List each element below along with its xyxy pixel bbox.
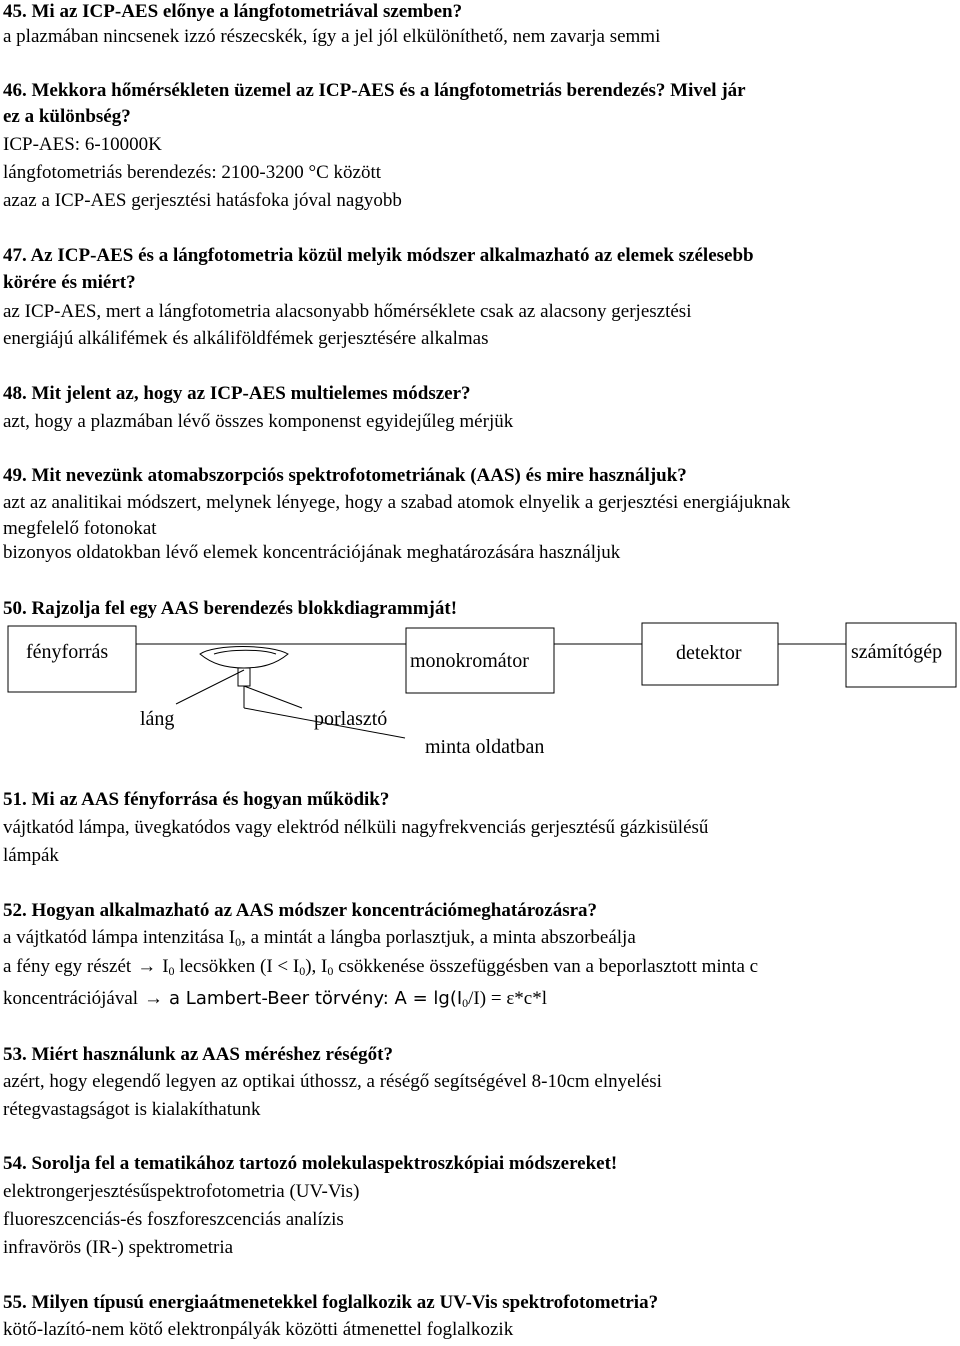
question-55: 55. Milyen típusú energiaátmenetekkel foglalkozik az UV-Vis spektrofotometria? (3, 1292, 659, 1313)
subscript: 0 (462, 996, 469, 1010)
formula-text: /I) = (468, 988, 507, 1009)
question-47-line-1: 47. Az ICP-AES és a lángfotometria közül melyik módszer alkalmazható az elemek szélesebb (3, 245, 754, 266)
question-45: 45. Mi az ICP-AES előnye a lángfotometriával szemben? (3, 1, 463, 22)
answer-46-line-3: azaz a ICP-AES gerjesztési hatásfoka jóval nagyobb (3, 190, 402, 211)
answer-52-l2-text: a fény egy részét (3, 956, 132, 977)
question-52: 52. Hogyan alkalmazható az AAS módszer koncentrációmeghatározásra? (3, 900, 598, 921)
detector-label: detektor (676, 642, 742, 664)
question-50: 50. Rajzolja fel egy AAS berendezés blokkdiagrammját! (3, 598, 458, 619)
answer-53-line-2: rétegvastagságot is kialakíthatunk (3, 1099, 261, 1120)
answer-48: azt, hogy a plazmában lévő összes komponenst egyidejűleg mérjük (3, 411, 514, 432)
answer-47-line-2: energiájú alkálifémek és alkáliföldfémek gerjesztésére alkalmas (3, 328, 489, 349)
answer-52-l2-text-2: lecsökken (I < I (174, 956, 300, 977)
atomizer-pointer (244, 686, 302, 708)
burner-head (200, 647, 288, 669)
right-arrow-icon: → (137, 956, 157, 977)
answer-52-line-2 (3, 956, 758, 978)
epsilon-symbol: ε (506, 988, 515, 1009)
answer-53-line-1: azért, hogy elegendő legyen az optikai úthossz, a réségő segítségével 8-10cm elnyelési (3, 1071, 662, 1092)
question-53: 53. Miért használunk az AAS méréshez réségőt? (3, 1044, 393, 1065)
subscript: 0 (235, 935, 242, 949)
answer-52-l1-text: a vájtkatód lámpa intenzitása I (3, 927, 236, 948)
answer-49-line-3: bizonyos oldatokban lévő elemek koncentrációjának meghatározására használjuk (3, 542, 621, 563)
question-48: 48. Mit jelent az, hogy az ICP-AES multielemes módszer? (3, 383, 471, 404)
question-46-line-1: 46. Mekkora hőmérsékleten üzemel az ICP-AES és a lángfotometriás berendezés? Mivel jár (3, 80, 746, 101)
answer-45: a plazmában nincsenek izzó részecskék, így a jel jól elkülöníthető, nem zavarja semmi (3, 26, 661, 47)
answer-52-l1-text-2: , a mintát a lángba porlasztjuk, a minta abszorbeálja (241, 927, 636, 948)
flame-shape (214, 650, 276, 654)
answer-51-line-1: vájtkatód lámpa, üvegkatódos vagy elektród nélküli nagyfrekvenciás gerjesztésű gázkisülésű (3, 817, 709, 838)
question-51: 51. Mi az AAS fényforrása és hogyan működik? (3, 789, 390, 810)
intensity-symbol: I (162, 956, 169, 977)
answer-46-line-1: ICP-AES: 6-10000K (3, 134, 162, 155)
question-46-line-2: ez a különbség? (3, 106, 131, 127)
answer-54-line-1: elektrongerjesztésűspektrofotometria (UV-Vis) (3, 1181, 360, 1202)
answer-54-line-3: infravörös (IR-) spektrometria (3, 1237, 234, 1258)
aas-block-diagram (0, 610, 960, 770)
atomizer-label: porlasztó (314, 708, 388, 730)
lambert-beer-text: a Lambert-Beer törvény: A = lg(I (169, 988, 463, 1009)
computer-label: számítógép (851, 641, 943, 663)
answer-52-line-1 (3, 927, 636, 949)
light-source-label: fényforrás (26, 641, 109, 663)
answer-55: kötő-lazító-nem kötő elektronpályák közötti átmenettel foglalkozik (3, 1319, 514, 1340)
answer-51-line-2: lámpák (3, 845, 59, 866)
flame-label: láng (140, 708, 175, 730)
question-47-line-2: körére és miért? (3, 272, 136, 293)
subscript: 0 (299, 964, 306, 978)
monochromator-label: monokromátor (410, 650, 529, 672)
right-arrow-icon: → (144, 988, 164, 1009)
formula-text-2: *c*l (514, 988, 548, 1009)
answer-49-line-2: megfelelő fotonokat (3, 518, 157, 539)
answer-52-l3-text: koncentrációjával (3, 988, 139, 1009)
answer-47-line-1: az ICP-AES, mert a lángfotometria alacsonyabb hőmérséklete csak az alacsony gerjesztési (3, 301, 692, 322)
answer-52-l2-text-4: csökkenése összefüggésben van a beporlasztott minta c (333, 956, 759, 977)
answer-52-l2-text-3: ), I (305, 956, 328, 977)
question-54: 54. Sorolja fel a tematikához tartozó molekulaspektroszkópiai módszereket! (3, 1153, 618, 1174)
flame-pointer (176, 670, 244, 704)
answer-49-line-1: azt az analitikai módszert, melynek lényege, hogy a szabad atomok elnyelik a gerjesztési energiájuknak (3, 492, 791, 513)
answer-46-line-2: lángfotometriás berendezés: 2100-3200 °C között (3, 162, 381, 183)
answer-54-line-2: fluoreszcenciás-és foszforeszcenciás analízis (3, 1209, 344, 1230)
burner-stem (238, 668, 250, 686)
question-49: 49. Mit nevezünk atomabszorpciós spektrofotometriának (AAS) és mire használjuk? (3, 465, 687, 486)
sample-label: minta oldatban (425, 736, 545, 758)
subscript: 0 (168, 964, 175, 978)
subscript: 0 (327, 964, 334, 978)
answer-52-line-3 (3, 988, 547, 1010)
